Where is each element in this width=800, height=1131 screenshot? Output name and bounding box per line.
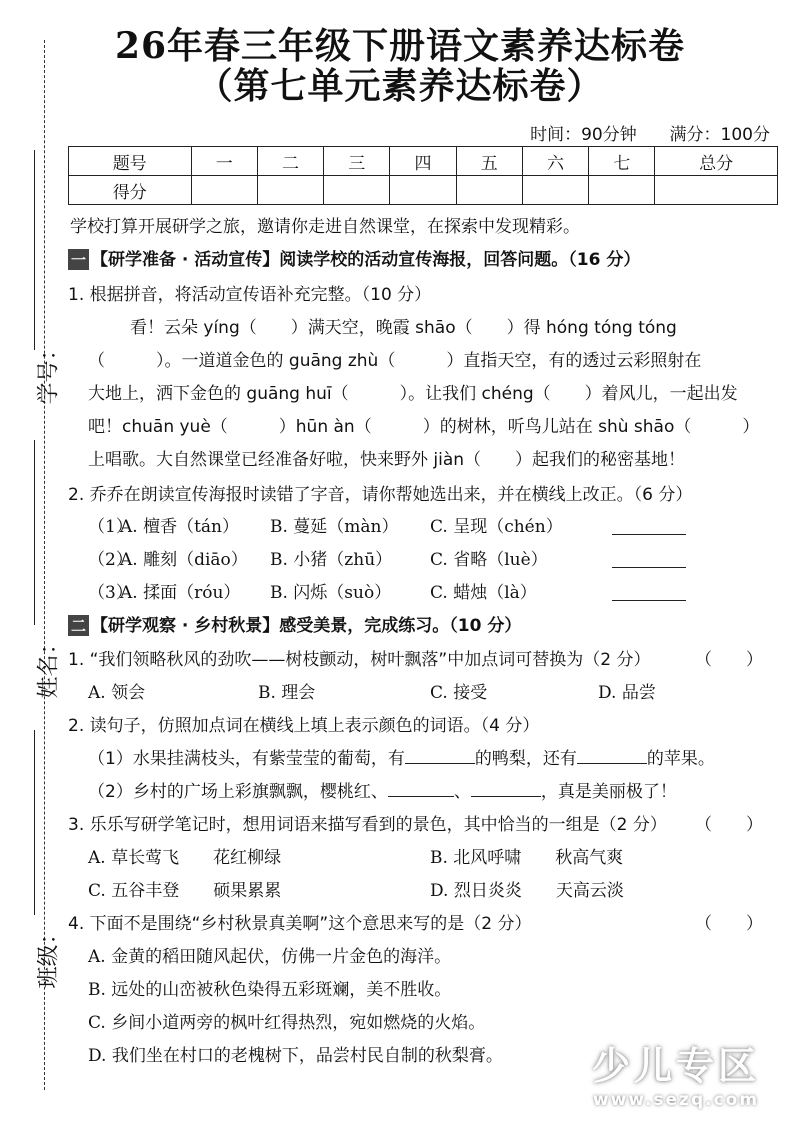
score-cell[interactable] bbox=[390, 176, 456, 205]
s2q2-s1-part: 的苹果。 bbox=[646, 749, 715, 769]
s2q2-s1-part: （1）水果挂满枝头，有紫莹莹的葡萄，有 bbox=[88, 749, 405, 769]
s1q2-option-b: B. 闪烁（suò） bbox=[270, 583, 392, 603]
s1q1-line3: 大地上，洒下金色的 guāng huī（ ）。让我们 chéng（ ）着风儿，一起出发 bbox=[88, 384, 738, 404]
s1q2-row-number: （2） bbox=[88, 550, 133, 570]
s2q3-option: C. 五谷丰登 硕果累累 bbox=[88, 881, 282, 901]
s2q4-stem: 4. 下面不是围绕“乡村秋景真美啊”这个意思来写的是（2 分） bbox=[68, 914, 532, 934]
section2-title: 【研学观察 · 乡村秋景】感受美景，完成练习。（10 分） bbox=[91, 616, 522, 636]
exam-time: 时间：90分钟 bbox=[530, 125, 637, 145]
s2q2-stem: 2. 读句子，仿照加点词在横线上填上表示颜色的词语。（4 分） bbox=[68, 716, 540, 736]
score-cell[interactable] bbox=[191, 176, 257, 205]
exam-meta bbox=[530, 120, 770, 145]
s2q4-option: B. 远处的山峦被秋色染得五彩斑斓，美不胜收。 bbox=[88, 980, 452, 1000]
s2q2-s2-part: ，真是美丽极了！ bbox=[540, 782, 677, 802]
s2q2-blank[interactable] bbox=[405, 763, 475, 764]
score-table-header: 二 bbox=[257, 147, 323, 176]
xingming-line bbox=[34, 440, 35, 625]
s2q2-s2-part: 、 bbox=[453, 782, 471, 802]
s2q4-option: A. 金黄的稻田随风起伏，仿佛一片金色的海洋。 bbox=[88, 947, 452, 967]
score-cell[interactable] bbox=[522, 176, 588, 205]
watermark-url: www.sezq.com bbox=[592, 1090, 760, 1110]
s2q4-option: D. 我们坐在村口的老槐树下，品尝村民自制的秋梨膏。 bbox=[88, 1046, 503, 1066]
s1q2-option-b: B. 蔓延（màn） bbox=[270, 517, 399, 537]
score-table-header: 四 bbox=[390, 147, 456, 176]
s1q2-answer-blank[interactable] bbox=[612, 600, 686, 601]
score-table-header: 五 bbox=[456, 147, 522, 176]
s2q2-sentence2 bbox=[88, 777, 677, 802]
score-cell[interactable] bbox=[456, 176, 522, 205]
s2q3-answer-paren[interactable]: （ ） bbox=[695, 815, 763, 835]
s2q1-option: A. 领会 bbox=[88, 683, 146, 703]
s2q4-option: C. 乡间小道两旁的枫叶红得热烈，宛如燃烧的火焰。 bbox=[88, 1013, 486, 1033]
section1-number-badge: 一 bbox=[68, 249, 89, 270]
xuehao-label: 学号： bbox=[36, 338, 62, 405]
score-cell[interactable] bbox=[257, 176, 323, 205]
s1q1-line2: （ ）。一道道金色的 guāng zhù（ ）直指天空，有的透过云彩照射在 bbox=[88, 351, 702, 371]
s1q2-answer-blank[interactable] bbox=[612, 534, 686, 535]
s1q2-option-c: C. 蜡烛（là） bbox=[430, 583, 537, 603]
score-table-score-row bbox=[69, 176, 778, 205]
s1q1-line1: 看！云朵 yíng（ ）满天空，晚霞 shāo（ ）得 hóng tóng tóng bbox=[130, 318, 677, 338]
section1-title: 【研学准备 · 活动宣传】阅读学校的活动宣传海报，回答问题。（16 分） bbox=[91, 250, 641, 270]
s1q2-row-number: （1） bbox=[88, 517, 133, 537]
s1q1-line5: 上唱歌。大自然课堂已经准备好啦，快来野外 jiàn（ ）起我们的秘密基地！ bbox=[88, 450, 686, 470]
s1q2-answer-blank[interactable] bbox=[612, 567, 686, 568]
score-table-header: 一 bbox=[191, 147, 257, 176]
s2q1-stem: 1. “我们领略秋风的劲吹——树枝颤动，树叶飘落”中加点词可替换为（2 分） bbox=[68, 650, 651, 670]
s2q2-s1-part: 的鸭梨，还有 bbox=[474, 749, 577, 769]
score-table-header: 六 bbox=[522, 147, 588, 176]
section2-number-badge: 二 bbox=[68, 615, 89, 636]
s2q1-option: B. 理会 bbox=[258, 683, 316, 703]
s2q1-option: D. 品尝 bbox=[598, 683, 656, 703]
s1q2-option-a: A. 揉面（róu） bbox=[120, 583, 241, 603]
xuehao-line bbox=[34, 150, 35, 350]
s1q2-option-a: A. 檀香（tán） bbox=[120, 517, 239, 537]
s2q2-blank[interactable] bbox=[577, 763, 647, 764]
s1q2-row-number: （3） bbox=[88, 583, 133, 603]
s1q1-line4: 吧！chuān yuè（ ）hūn àn（ ）的树林，听鸟儿站在 shù shāo（ ） bbox=[88, 417, 760, 437]
s1q2-option-a: A. 雕刻（diāo） bbox=[120, 550, 248, 570]
score-table-header-row bbox=[69, 147, 778, 176]
s2q3-option: A. 草长莺飞 花红柳绿 bbox=[88, 848, 282, 868]
s1q2-option-b: B. 小猪（zhū） bbox=[270, 550, 393, 570]
score-table-header: 题号 bbox=[69, 147, 192, 176]
s2q4-answer-paren[interactable]: （ ） bbox=[695, 914, 763, 934]
score-table-header: 总分 bbox=[655, 147, 778, 176]
page-subtitle: （第七单元素养达标卷） bbox=[196, 65, 604, 107]
banji-line bbox=[34, 730, 35, 915]
score-cell[interactable] bbox=[324, 176, 390, 205]
xingming-label: 姓名： bbox=[36, 632, 62, 699]
score-row-label: 得分 bbox=[69, 176, 192, 205]
s2q2-blank[interactable] bbox=[388, 796, 454, 797]
s1q2-option-c: C. 呈现（chén） bbox=[430, 517, 563, 537]
exam-full-score: 满分：100分 bbox=[669, 125, 770, 145]
score-table bbox=[68, 146, 778, 205]
intro-text: 学校打算开展研学之旅，邀请你走进自然课堂，在探索中发现精彩。 bbox=[70, 217, 580, 237]
banji-label: 班级： bbox=[36, 922, 62, 989]
s2q1-answer-paren[interactable]: （ ） bbox=[695, 650, 763, 670]
s1q2-stem: 2. 乔乔在朗读宣传海报时读错了字音，请你帮她选出来，并在横线上改正。（6 分） bbox=[68, 485, 693, 505]
s1q2-option-c: C. 省略（luè） bbox=[430, 550, 548, 570]
s2q3-option: B. 北风呼啸 秋高气爽 bbox=[430, 848, 624, 868]
s1q1-stem: 1. 根据拼音，将活动宣传语补充完整。（10 分） bbox=[68, 285, 432, 305]
s2q2-sentence1 bbox=[88, 744, 715, 769]
s2q2-s2-part: （2）乡村的广场上彩旗飘飘，樱桃红、 bbox=[88, 782, 388, 802]
score-cell[interactable] bbox=[655, 176, 778, 205]
score-cell[interactable] bbox=[589, 176, 655, 205]
s2q3-option: D. 烈日炎炎 天高云淡 bbox=[430, 881, 624, 901]
section1-heading bbox=[68, 245, 640, 270]
s2q2-blank[interactable] bbox=[471, 796, 541, 797]
watermark-logo-text: 少儿专区 bbox=[591, 1044, 760, 1088]
watermark-logo bbox=[592, 1035, 760, 1110]
score-table-header: 七 bbox=[589, 147, 655, 176]
s2q3-stem: 3. 乐乐写研学笔记时，想用词语来描写看到的景色，其中恰当的一组是（2 分） bbox=[68, 815, 667, 835]
score-table-header: 三 bbox=[324, 147, 390, 176]
s2q1-option: C. 接受 bbox=[430, 683, 488, 703]
page-title: 26年春三年级下册语文素养达标卷 bbox=[114, 25, 686, 67]
section2-heading bbox=[68, 611, 521, 636]
